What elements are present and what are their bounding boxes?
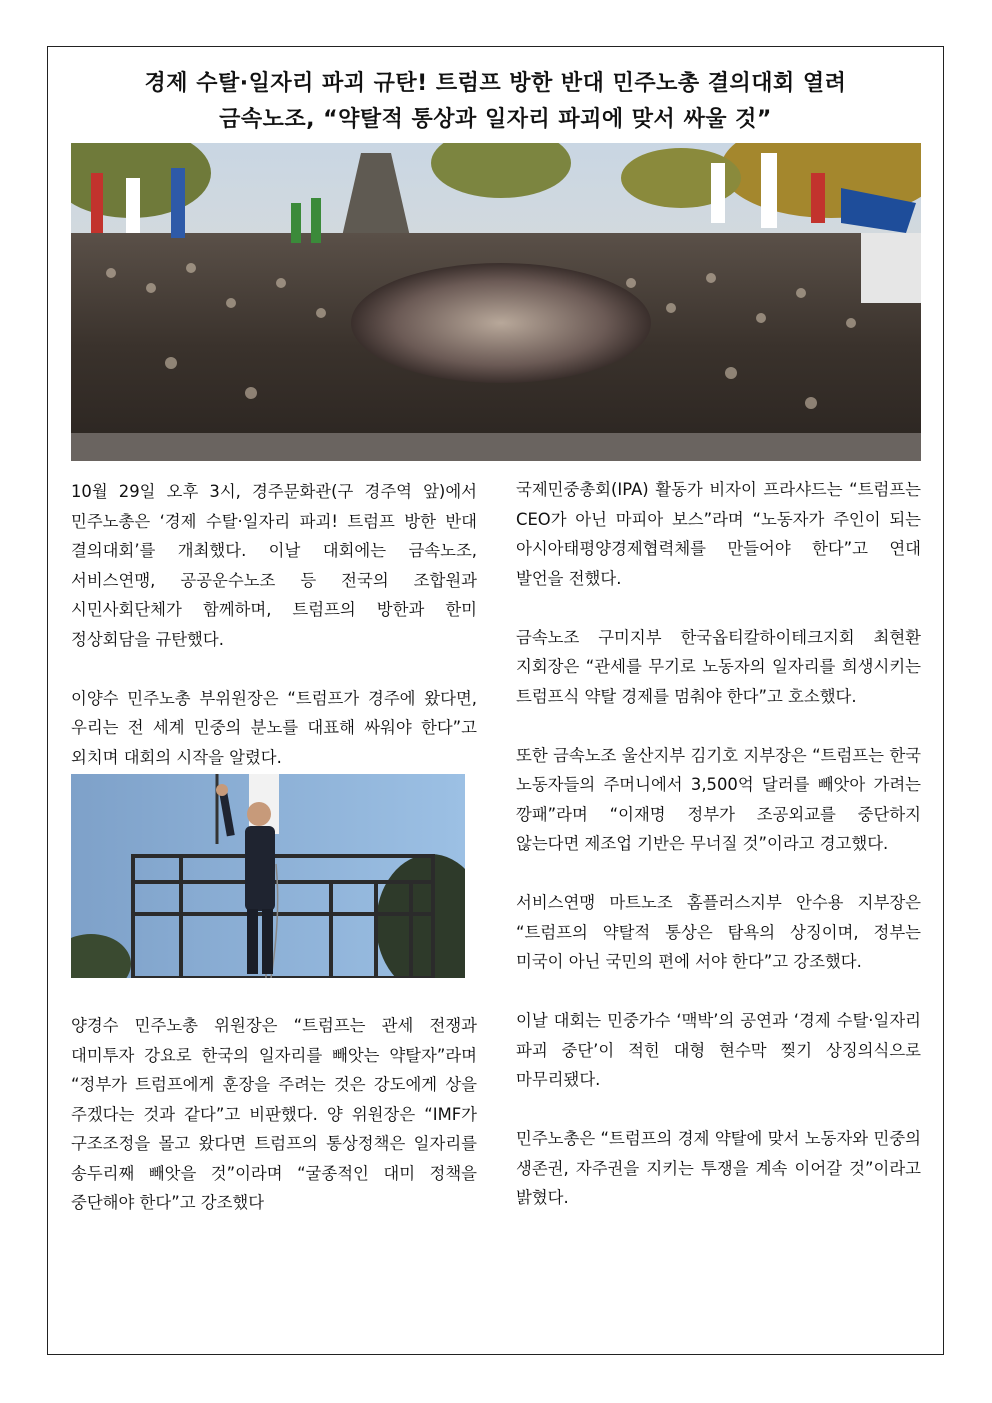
left-column-bottom	[71, 1011, 477, 1218]
headline-main: 경제 수탈·일자리 파괴 규탄! 트럼프 방한 반대 민주노총 결의대회 열려	[144, 71, 847, 96]
paragraph-homeplus-branch: 서비스연맹 마트노조 홈플러스지부 안수용 지부장은 “트럼프의 약탈적 통상은 탐욕의 상징이며, 정부는 미국이 아닌 국민의 편에 서야 한다”고 강조했다.	[516, 893, 921, 971]
paragraph-kctu-statement: 민주노총은 “트럼프의 경제 약탈에 맞서 노동자와 민중의 생존권, 자주권을 지키는 투쟁을 계속 이어갈 것”이라고 밝혔다.	[516, 1129, 921, 1207]
paragraph-president: 양경수 민주노총 위원장은 “트럼프는 관세 전쟁과 대미투자 강요로 한국의 일자리를 빼앗는 약탈자”라며 “정부가 트럼프에게 훈장을 주려는 것은 강도에게 상을 주겠다는 것과 같다”고 비판했다. 양 위원장은 “IMF가 구조조정을 몰고 왔다면 트럼프의 통상정책은 일자리를 송두리째 빼앗을 것”이라며 “굴종적인 대미 정책을 중단해야 한다”고 강조했다	[71, 1016, 477, 1212]
paragraph-vice-president: 이양수 민주노총 부위원장은 “트럼프가 경주에 왔다면, 우리는 전 세계 민중의 분노를 대표해 싸워야 한다”고 외치며 대회의 시작을 알렸다.	[71, 688, 477, 767]
left-column-top	[71, 477, 477, 772]
speaker-photo	[71, 774, 465, 978]
paragraph-event-intro: 10월 29일 오후 3시, 경주문화관(구 경주역 앞)에서 민주노총은 ‘경제 수탈·일자리 파괴! 트럼프 방한 반대 결의대회’를 개최했다. 이날 대회에는 금속노조, 서비스연맹, 공공운수노조 등 전국의 조합원과 시민사회단체가 함께하며, 트럼프의 방한과 한미 정상회담을 규탄했다.	[71, 482, 477, 649]
paragraph-ulsan-branch: 또한 금속노조 울산지부 김기호 지부장은 “트럼프는 한국 노동자들의 주머니에서 3,500억 달러를 빼앗아 가려는 깡패”라며 “이재명 정부가 조공외교를 중단하지 않는다면 제조업 기반은 무너질 것”이라고 경고했다.	[516, 745, 921, 853]
paragraph-ipa-activist: 국제민중총회(IPA) 활동가 비자이 프라샤드는 “트럼프는 CEO가 아닌 마피아 보스”라며 “노동자가 주인이 되는 아시아태평양경제협력체를 만들어야 한다”고 연대 발언을 전했다.	[516, 480, 921, 588]
paragraph-gumi-branch: 금속노조 구미지부 한국옵티칼하이테크지회 최현환 지회장은 “관세를 무기로 노동자의 일자리를 희생시키는 트럼프식 약탈 경제를 멈춰야 한다”고 호소했다.	[516, 627, 921, 706]
headline-sub: 금속노조, “약탈적 통상과 일자리 파괴에 맞서 싸울 것”	[219, 107, 772, 132]
paragraph-closing-ceremony: 이날 대회는 민중가수 ‘맥박’의 공연과 ‘경제 수탈·일자리 파괴 중단’이 적힌 대형 현수막 찢기 상징의식으로 마무리됐다.	[516, 1011, 921, 1089]
right-column	[516, 475, 921, 1213]
rally-crowd-photo	[71, 143, 921, 461]
